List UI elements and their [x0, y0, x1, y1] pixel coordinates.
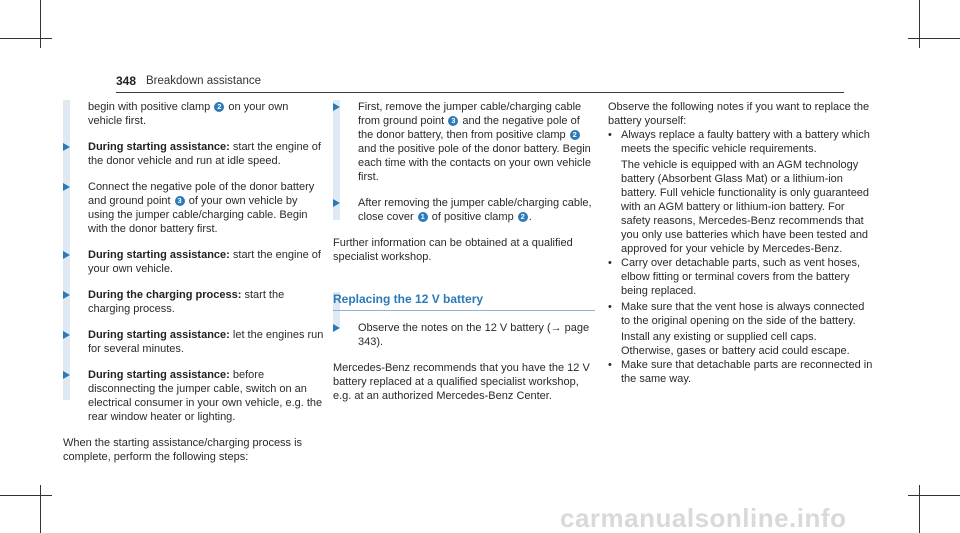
bullet-icon: •	[608, 129, 612, 141]
recommendation-paragraph: Mercedes-Benz recommends that you have the 12 V battery replaced at a qualified specialist workshop, e.g. at an authorized Mercedes-Benz Center.	[333, 362, 590, 402]
bullet-item: • Carry over detachable parts, such as vent hoses, elbow fitting or terminal covers from the battery being replaced.	[608, 257, 861, 297]
subheading: Replacing the 12 V battery	[333, 292, 595, 311]
closing-paragraph: When the starting assistance/charging process is complete, perform the following steps:	[63, 437, 303, 463]
crop-mark	[908, 495, 960, 496]
bullet-item: • Always replace a faulty battery with a battery which meets the specific vehicle requirements.	[608, 129, 870, 155]
bullet-icon: •	[608, 359, 612, 371]
page-header	[116, 74, 844, 93]
column-2	[333, 100, 595, 403]
crop-mark	[0, 495, 52, 496]
step-arrow-icon	[63, 251, 70, 259]
bullet-icon: •	[608, 257, 612, 269]
step-item: Connect the negative pole of the donor battery and ground point 3 of your own vehicle by using the jumper cable/charging cable. Begin with the donor battery first.	[63, 180, 325, 236]
crop-mark	[40, 485, 41, 533]
crop-mark	[919, 0, 920, 48]
step-continuation: begin with positive clamp 2 on your own vehicle first.	[88, 101, 289, 127]
intro-paragraph: Observe the following notes if you want to replace the battery yourself:	[608, 101, 870, 127]
step-arrow-icon	[63, 291, 70, 299]
step-arrow-icon	[333, 103, 340, 111]
callout-number: 2	[214, 102, 224, 112]
crop-mark	[919, 485, 920, 533]
page-number: 348	[116, 74, 137, 88]
bullet-icon: •	[608, 301, 612, 313]
bullet-detail: Otherwise, gases or battery acid could escape.	[621, 345, 850, 357]
step-item: During starting assistance: start the engine of your own vehicle.	[63, 248, 325, 276]
crop-mark	[908, 38, 960, 39]
step-item: Observe the notes on the 12 V battery (→ page 343).	[333, 321, 595, 349]
step-item: During starting assistance: let the engines run for several minutes.	[63, 328, 325, 356]
callout-number: 2	[570, 130, 580, 140]
bullet-item: • Make sure that detachable parts are reconnected in the same way.	[608, 359, 873, 385]
step-arrow-icon	[333, 324, 340, 332]
step-item: During the charging process: start the charging process.	[63, 288, 325, 316]
bullet-detail: The vehicle is equipped with an AGM technology battery (Absorbent Glass Mat) or a lithium-ion battery. Full vehicle functionality is only guaranteed with an AGM battery or lithium-ion battery. For safety reasons, Mercedes-Benz recommends that you only use batteries which have been tested and approved for your vehicle by Mercedes-Benz.	[621, 159, 870, 255]
further-info: Further information can be obtained at a qualified specialist workshop.	[333, 237, 573, 263]
callout-number: 3	[448, 116, 458, 126]
step-item: During starting assistance: before disconnecting the jumper cable, switch on an electrical consumer in your own vehicle, e.g. the rear window heater or lighting.	[63, 368, 325, 424]
callout-number: 3	[175, 196, 185, 206]
step-arrow-icon	[63, 143, 70, 151]
column-3	[608, 100, 873, 388]
step-item: During starting assistance: start the engine of the donor vehicle and run at idle speed.	[63, 140, 325, 168]
step-arrow-icon	[63, 371, 70, 379]
section-title: Breakdown assistance	[146, 75, 262, 87]
bullet-item: • Make sure that the vent hose is always connected to the original opening on the side of the battery.	[608, 301, 865, 327]
step-item: First, remove the jumper cable/charging cable from ground point 3 and the negative pole of the donor battery, then from positive clamp 2 and the positive pole of the donor battery. Begin each time with the contacts on your own vehicle first.	[333, 100, 595, 184]
step-arrow-icon	[63, 183, 70, 191]
bullet-detail: Install any existing or supplied cell caps.	[621, 331, 817, 343]
step-arrow-icon	[333, 199, 340, 207]
crop-mark	[40, 0, 41, 48]
callout-number: 1	[418, 212, 428, 222]
watermark: carmanualsonline.info	[560, 503, 847, 533]
step-arrow-icon	[63, 331, 70, 339]
callout-number: 2	[518, 212, 528, 222]
crop-mark	[0, 38, 52, 39]
step-item: After removing the jumper cable/charging cable, close cover 1 of positive clamp 2 .	[333, 196, 595, 224]
column-1	[63, 100, 325, 464]
